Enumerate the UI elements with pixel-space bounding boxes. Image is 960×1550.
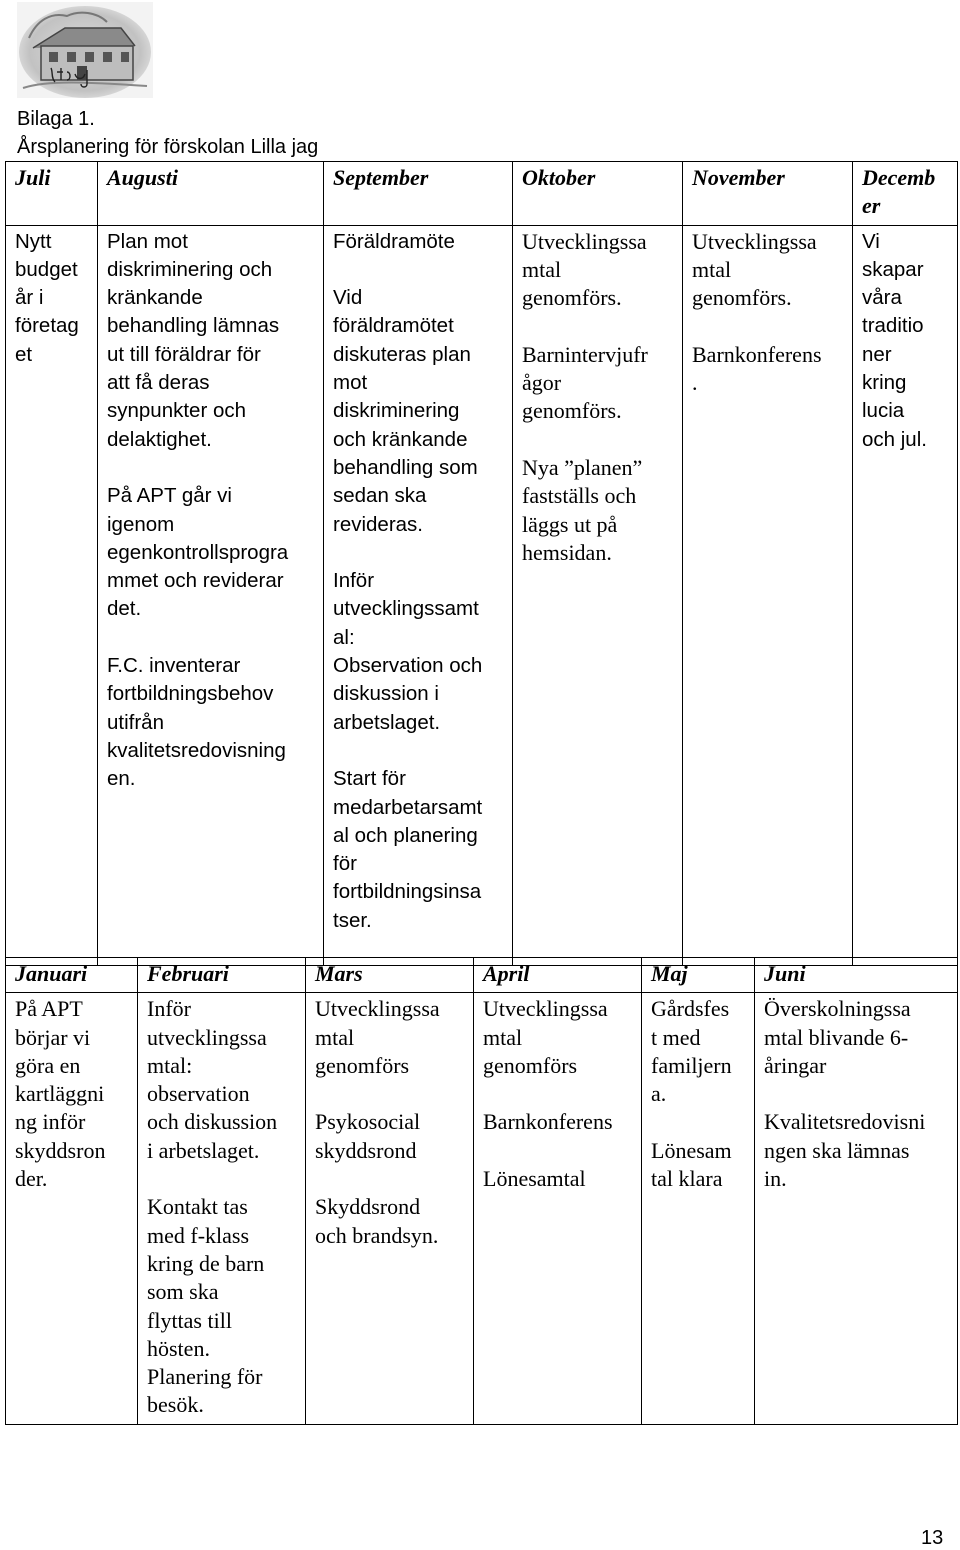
activity-cell-maj: Gårdsfes t med familjern a. Lönesam tal klara — [642, 993, 755, 1424]
activity-cell-december: Vi skapar våra traditio ner kring lucia och jul. — [853, 225, 958, 965]
activity-cell-mars: Utvecklingssa mtal genomförs Psykosocial skyddsrond Skyddsrond och brandsyn. — [306, 993, 474, 1424]
month-header-februari: Februari — [138, 958, 306, 993]
activity-cell-november: Utvecklingssa mtal genomförs. Barnkonferens . — [683, 225, 853, 965]
activity-cell-augusti: Plan mot diskriminering och kränkande behandling lämnas ut till föräldrar för att få deras synpunkter och delaktighet. På APT går vi igenom egenkontrollsprogra mmet och reviderar det. F.C. inventerar fortbildningsbehov utifrån kvalitetsredovisning en. — [98, 225, 324, 965]
activity-cell-januari: På APT börjar vi göra en kartläggni ng inför skyddsron der. — [6, 993, 138, 1424]
page-number: 13 — [921, 1527, 944, 1549]
activity-cell-juli: Nytt budget år i företag et — [6, 225, 98, 965]
school-logo-image — [17, 2, 153, 98]
month-header-december: Decemb er — [853, 162, 958, 226]
activity-cell-februari: Inför utvecklingssa mtal: observation och diskussion i arbetslaget. Kontakt tas med f-klass kring de barn som ska flyttas till hösten. Planering för besök. — [138, 993, 306, 1424]
spring-plan-table — [5, 957, 958, 1425]
activity-cell-april: Utvecklingssa mtal genomförs Barnkonferens Lönesamtal — [474, 993, 642, 1424]
house-sketch-icon — [17, 2, 153, 98]
activity-row — [6, 993, 958, 1424]
month-header-mars: Mars — [306, 958, 474, 993]
activity-cell-juni: Överskolningssa mtal blivande 6- åringar Kvalitetsredovisni ngen ska lämnas in. — [755, 993, 958, 1424]
month-header-januari: Januari — [6, 958, 138, 993]
autumn-plan-table — [5, 161, 958, 966]
month-header-november: November — [683, 162, 853, 226]
month-header-april: April — [474, 958, 642, 993]
activity-cell-september: Föräldramöte Vid föräldramötet diskuteras plan mot diskriminering och kränkande behandling som sedan ska revideras. Inför utvecklingssamt al: Observation och diskussion i arbetslaget. Start för medarbetarsamt al och planering för fortbildningsinsa tser. — [324, 225, 513, 965]
activity-row — [6, 225, 958, 965]
month-header-juni: Juni — [755, 958, 958, 993]
attachment-label: Bilaga 1. — [17, 108, 95, 130]
month-header-september: September — [324, 162, 513, 226]
month-header-juli: Juli — [6, 162, 98, 226]
month-header-augusti: Augusti — [98, 162, 324, 226]
month-header-row — [6, 162, 958, 226]
month-header-row — [6, 958, 958, 993]
month-header-maj: Maj — [642, 958, 755, 993]
document-title: Årsplanering för förskolan Lilla jag — [17, 136, 319, 158]
activity-cell-oktober: Utvecklingssa mtal genomförs. Barnintervjufr ågor genomförs. Nya ”planen” fastställs och läggs ut på hemsidan. — [513, 225, 683, 965]
month-header-oktober: Oktober — [513, 162, 683, 226]
